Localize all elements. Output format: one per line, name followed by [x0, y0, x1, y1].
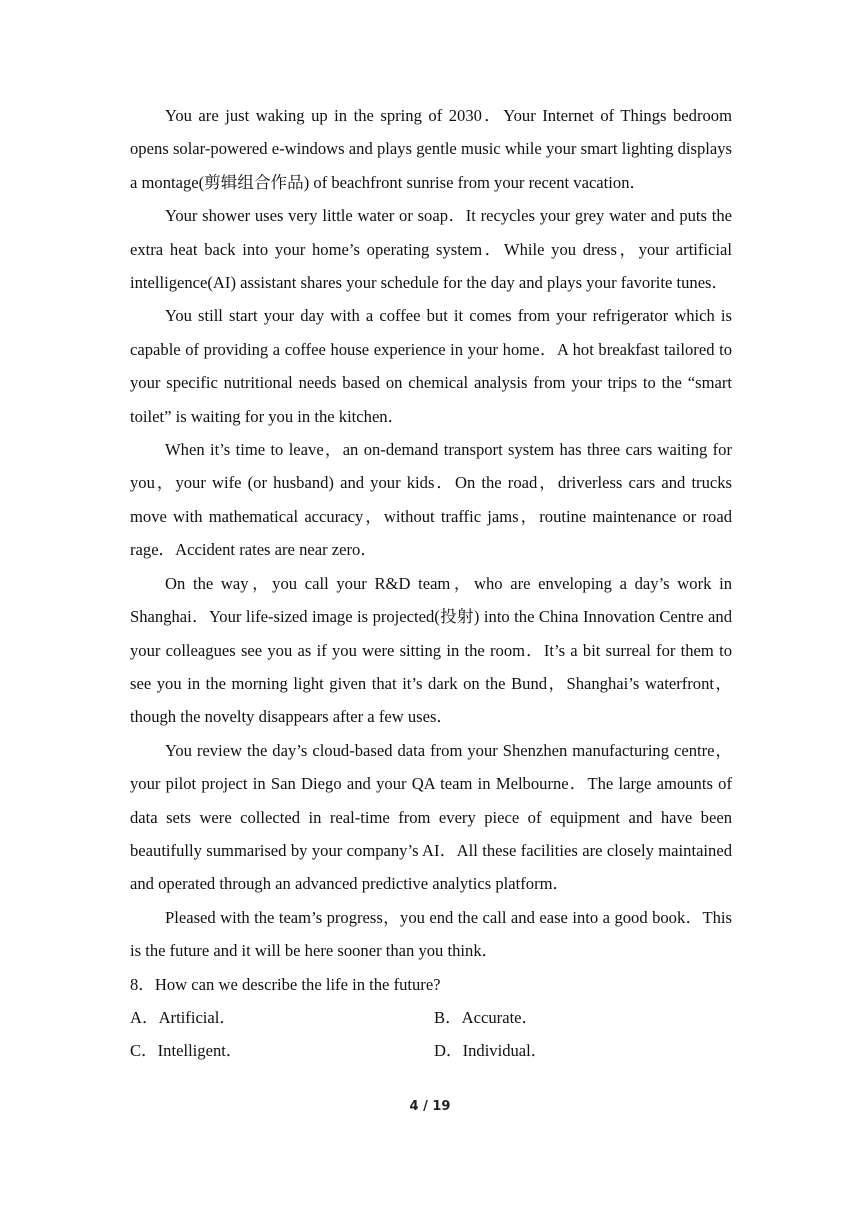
reading-passage [130, 99, 732, 968]
document-page [130, 99, 732, 1068]
option-a: A．Artificial． [130, 1007, 236, 1027]
passage-paragraph-2: Your shower uses very little water or soap．It recycles your grey water and puts the extra heat back into your home’s operating system．While you dress，your artificial intelligence(AI) assistant shares your schedule for the day and plays your favorite tunes． [130, 206, 732, 293]
page-number: 4 / 19 [409, 1099, 451, 1114]
option-b: B．Accurate． [434, 1007, 539, 1027]
passage-paragraph-7: Pleased with the team’s progress，you end the call and ease into a good book．This is the future and it will be here sooner than you think． [130, 907, 732, 961]
passage-paragraph-6: You review the day’s cloud-based data from your Shenzhen manufacturing centre，your pilot project in San Diego and your QA team in Melbourne．The large amounts of data sets were collected in real-time from every piece of equipment and have been beautifully summarised by your company’s AI．All these facilities are closely maintained and operated through an advanced predictive analytics platform． [130, 740, 732, 894]
passage-paragraph-5: On the way，you call your R&D team，who are enveloping a day’s work in Shanghai．Your life-sized image is projected(投射) into the China Innovation Centre and your colleagues see you as if you were sitting in the room．It’s a bit surreal for them to see you in the morning light given that it’s dark on the Bund，Shanghai’s waterfront，though the novelty disappears after a few uses． [130, 573, 732, 727]
passage-paragraph-3: You still start your day with a coffee but it comes from your refrigerator which is capable of providing a coffee house experience in your home．A hot breakfast tailored to your specific nutritional needs based on chemical analysis from your trips to the “smart toilet” is waiting for you in the kitchen． [130, 306, 732, 426]
option-c: C．Intelligent． [130, 1041, 243, 1061]
question-stem: 8．How can we describe the life in the future? [130, 974, 441, 994]
answer-options [130, 1001, 732, 1068]
passage-paragraph-4: When it’s time to leave，an on-demand transport system has three cars waiting for you，your wife (or husband) and your kids．On the road，driverless cars and trucks move with mathematical accuracy，without traffic jams，routine maintenance or road rage．Accident rates are near zero． [130, 440, 732, 560]
option-d: D．Individual． [434, 1041, 548, 1061]
passage-paragraph-1: You are just waking up in the spring of 2030．Your Internet of Things bedroom opens solar-powered e-windows and plays gentle music while your smart lighting displays a montage(剪辑组合作品) of beachfront sunrise from your recent vacation． [130, 106, 732, 192]
